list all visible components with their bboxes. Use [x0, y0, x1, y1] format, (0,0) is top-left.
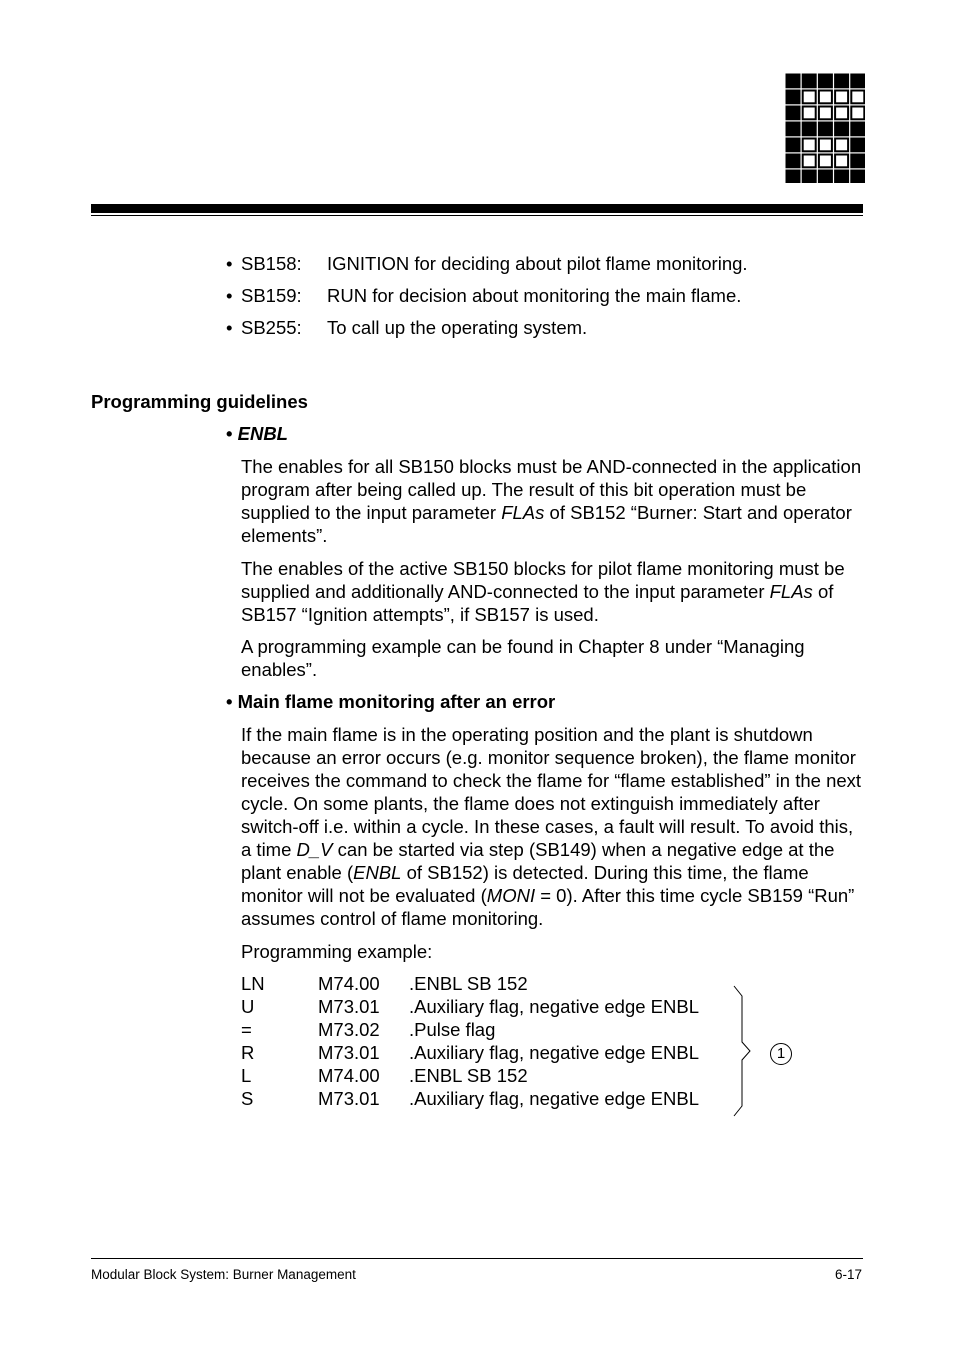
- main-flame-heading: [226, 690, 555, 713]
- bullet: •: [226, 317, 233, 338]
- code-block: [241, 972, 741, 1110]
- siemens-grid-logo-icon: [785, 73, 865, 183]
- header-rule-thin: [91, 215, 863, 216]
- example-label: Programming example:: [241, 941, 433, 962]
- param-name: MONI: [486, 885, 536, 906]
- list-item: [226, 284, 866, 316]
- code-op: =: [241, 1019, 252, 1040]
- code-comment: .ENBL SB 152: [409, 973, 528, 994]
- enbl-paragraph-2: [241, 557, 866, 626]
- block-code: SB158:: [241, 253, 302, 274]
- text-run: of SB157 “Ignition attempts”, if SB157 is used.: [241, 581, 834, 625]
- block-desc: IGNITION for deciding about pilot flame monitoring.: [327, 253, 748, 274]
- main-flame-paragraph: [241, 723, 866, 930]
- enbl-paragraph-3: A programming example can be found in Chapter 8 under “Managing enables”.: [241, 636, 805, 680]
- code-comment: .Pulse flag: [409, 1019, 496, 1040]
- footer-rule: [91, 1258, 863, 1259]
- bullet: •: [226, 423, 233, 444]
- code-addr: M74.00: [318, 973, 380, 994]
- code-op: LN: [241, 973, 265, 994]
- block-code: SB255:: [241, 317, 302, 338]
- text-run: The enables for all SB150 blocks must be AND-connected in the application program after being called up. The result of this bit operation must be supplied to the input parameter: [241, 456, 862, 523]
- param-name: D_V: [296, 839, 333, 860]
- text-run: can be started via step (SB149) when a negative edge at the plant enable (: [241, 839, 835, 883]
- code-line: [241, 1087, 741, 1110]
- code-line: [241, 1064, 741, 1087]
- block-code: SB159:: [241, 285, 302, 306]
- code-op: L: [241, 1065, 252, 1086]
- code-comment: .Auxiliary flag, negative edge ENBL: [409, 1088, 700, 1109]
- code-addr: M74.00: [318, 1065, 380, 1086]
- header-rule-thick: [91, 204, 863, 213]
- enbl-heading: [226, 422, 288, 445]
- enbl-label: ENBL: [237, 423, 288, 444]
- code-comment: .Auxiliary flag, negative edge ENBL: [409, 1042, 700, 1063]
- enbl-paragraph-1: [241, 455, 866, 547]
- code-line: [241, 1018, 741, 1041]
- callout-marker: 1: [770, 1043, 792, 1065]
- param-name: FLAs: [501, 502, 545, 523]
- code-line: [241, 995, 741, 1018]
- code-op: U: [241, 996, 255, 1017]
- code-addr: M73.01: [318, 1088, 380, 1109]
- code-op: S: [241, 1088, 254, 1109]
- param-name: ENBL: [353, 862, 402, 883]
- page-number: 6-17: [835, 1267, 863, 1282]
- text-run: = 0). After this time cycle SB159 “Run” assumes control of flame monitoring.: [241, 885, 855, 929]
- code-line: [241, 972, 741, 995]
- param-name: FLAs: [769, 581, 813, 602]
- footer-title: Modular Block System: Burner Management: [91, 1267, 356, 1282]
- block-desc: RUN for decision about monitoring the main flame.: [327, 285, 742, 306]
- text-run: The enables of the active SB150 blocks for pilot flame monitoring must be supplied and additionally AND-connected to the input parameter: [241, 558, 845, 602]
- code-addr: M73.01: [318, 996, 380, 1017]
- code-op: R: [241, 1042, 255, 1063]
- text-run: of SB152 “Burner: Start and operator elements”.: [241, 502, 852, 546]
- list-item: [226, 252, 866, 284]
- text-run: of SB152) is detected. During this time, the flame monitor will not be evaluated (: [241, 862, 809, 906]
- bullet: •: [226, 253, 233, 274]
- brace-icon: [730, 984, 760, 1119]
- bullet: •: [226, 691, 233, 712]
- code-comment: .Auxiliary flag, negative edge ENBL: [409, 996, 700, 1017]
- bullet: •: [226, 285, 233, 306]
- block-desc: To call up the operating system.: [327, 317, 588, 338]
- section-title: Programming guidelines: [91, 391, 308, 412]
- code-addr: M73.02: [318, 1019, 380, 1040]
- code-line: [241, 1041, 741, 1064]
- code-comment: .ENBL SB 152: [409, 1065, 528, 1086]
- sb-list: [226, 252, 866, 348]
- main-flame-label: Main flame monitoring after an error: [237, 691, 556, 712]
- code-addr: M73.01: [318, 1042, 380, 1063]
- list-item: [226, 316, 866, 348]
- text-run: If the main flame is in the operating position and the plant is shutdown because an error occurs (e.g. monitor sequence broken), the flame monitor receives the command to check the flame for “flame established” in the next cycle. On some plants, the flame does not extinguish immediately after switch-off i.e. within a cycle. In these cases, a fault will result. To avoid this, a time: [241, 724, 862, 860]
